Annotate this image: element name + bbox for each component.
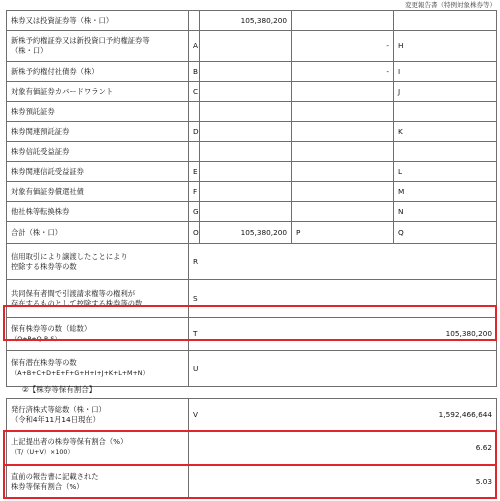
code-cell: M [394,182,497,202]
code-label: T [193,329,198,338]
code-cell: O [189,222,200,244]
table-row [7,102,497,122]
cell [200,122,292,142]
cell [292,162,394,182]
cell [292,142,394,162]
code-cell: J [394,82,497,102]
holdings-table [6,10,497,387]
cell [200,202,292,222]
table-row [7,465,497,499]
code-cell: E [189,162,200,182]
cell [292,122,394,142]
row-label: 他社株等転換株券 [7,202,189,222]
cell [292,11,394,31]
cell [200,142,292,162]
table-row [7,202,497,222]
cell [394,142,497,162]
code-cell: K [394,122,497,142]
row-label: 対象有価証券償還社債 [7,182,189,202]
row-label: 株券預託証券 [7,102,189,122]
cell [292,182,394,202]
cell [189,11,200,31]
row-label: 上記提出者の株券等保有割合（%） （T/（U+V）×100） [7,431,189,465]
row-label: 合計（株・口） [7,222,189,244]
cell [292,82,394,102]
ratio-table [6,398,497,499]
total-value: 105,380,200 [200,222,292,244]
table-row [7,31,497,62]
code-cell: D [189,122,200,142]
code-cell: Q [394,222,497,244]
cell [394,102,497,122]
row-label: 直前の報告書に記載された 株券等保有割合（%） [7,465,189,499]
stock-count-value: 105,380,200 [200,11,292,31]
table-row [7,399,497,431]
table-row [7,162,497,182]
cell [200,182,292,202]
code-cell: S [189,280,497,318]
code-cell: H [394,31,497,62]
table-row [7,351,497,387]
held-count-value: 105,380,200 [445,329,492,338]
code-cell: A [189,31,200,62]
code-cell: I [394,62,497,82]
row-label: 共同保有者間で引渡請求権等の権利が 存在するものとして控除する株券等の数 [7,280,189,318]
code-cell: U [189,351,497,387]
table-row [7,280,497,318]
cell [200,162,292,182]
code-cell: P [292,222,394,244]
table-row [7,222,497,244]
row-label: 保有潜在株券等の数 （A+B+C+D+E+F+G+H+I+J+K+L+M+N） [7,351,189,387]
code-cell: N [394,202,497,222]
issued-shares-value: 1,592,466,644 [438,409,492,419]
table-row [7,142,497,162]
code-cell: L [394,162,497,182]
cell [189,102,200,122]
cell [292,102,394,122]
row-label: 新株予約権付社債券（株） [7,62,189,82]
current-ratio-value: 6.62 [189,431,497,465]
row-label: 株券信託受益証券 [7,142,189,162]
row-label: 株券関連信託受益証券 [7,162,189,182]
table-row [7,62,497,82]
row-label: 発行済株式等総数（株・口） （令和4年11月14日現在） [7,399,189,431]
cell [394,11,497,31]
table-row [7,318,497,351]
table-row [7,244,497,280]
row-label: 株券関連預託証券 [7,122,189,142]
cell [200,102,292,122]
table-row [7,11,497,31]
row-label: 新株予約権証券又は新投資口予約権証券等 （株・口） [7,31,189,62]
document-header-label: 変更報告書（特例対象株券等） [405,1,496,9]
cell [200,31,292,62]
code-cell: B [189,62,200,82]
code-cell: F [189,182,200,202]
code-cell: G [189,202,200,222]
dash-cell: - [292,31,394,62]
code-label: V [193,409,198,419]
table-row [7,122,497,142]
held-count-cell [189,318,497,351]
previous-ratio-value: 5.03 [189,465,497,499]
cell [200,62,292,82]
dash-cell: - [292,62,394,82]
cell [292,202,394,222]
cell [200,82,292,102]
row-label: 保有株券等の数（総数） （O+P+Q-R-S） [7,318,189,351]
row-label: 信用取引により譲渡したことにより 控除する株券等の数 [7,244,189,280]
cell [189,142,200,162]
table-row [7,182,497,202]
table-row [7,431,497,465]
issued-shares-cell [189,399,497,431]
table-row [7,82,497,102]
code-cell: C [189,82,200,102]
row-label: 株券又は投資証券等（株・口） [7,11,189,31]
code-cell: R [189,244,497,280]
section-title: ②【株券等保有割合】 [22,385,97,394]
row-label: 対象有価証券カバードワラント [7,82,189,102]
